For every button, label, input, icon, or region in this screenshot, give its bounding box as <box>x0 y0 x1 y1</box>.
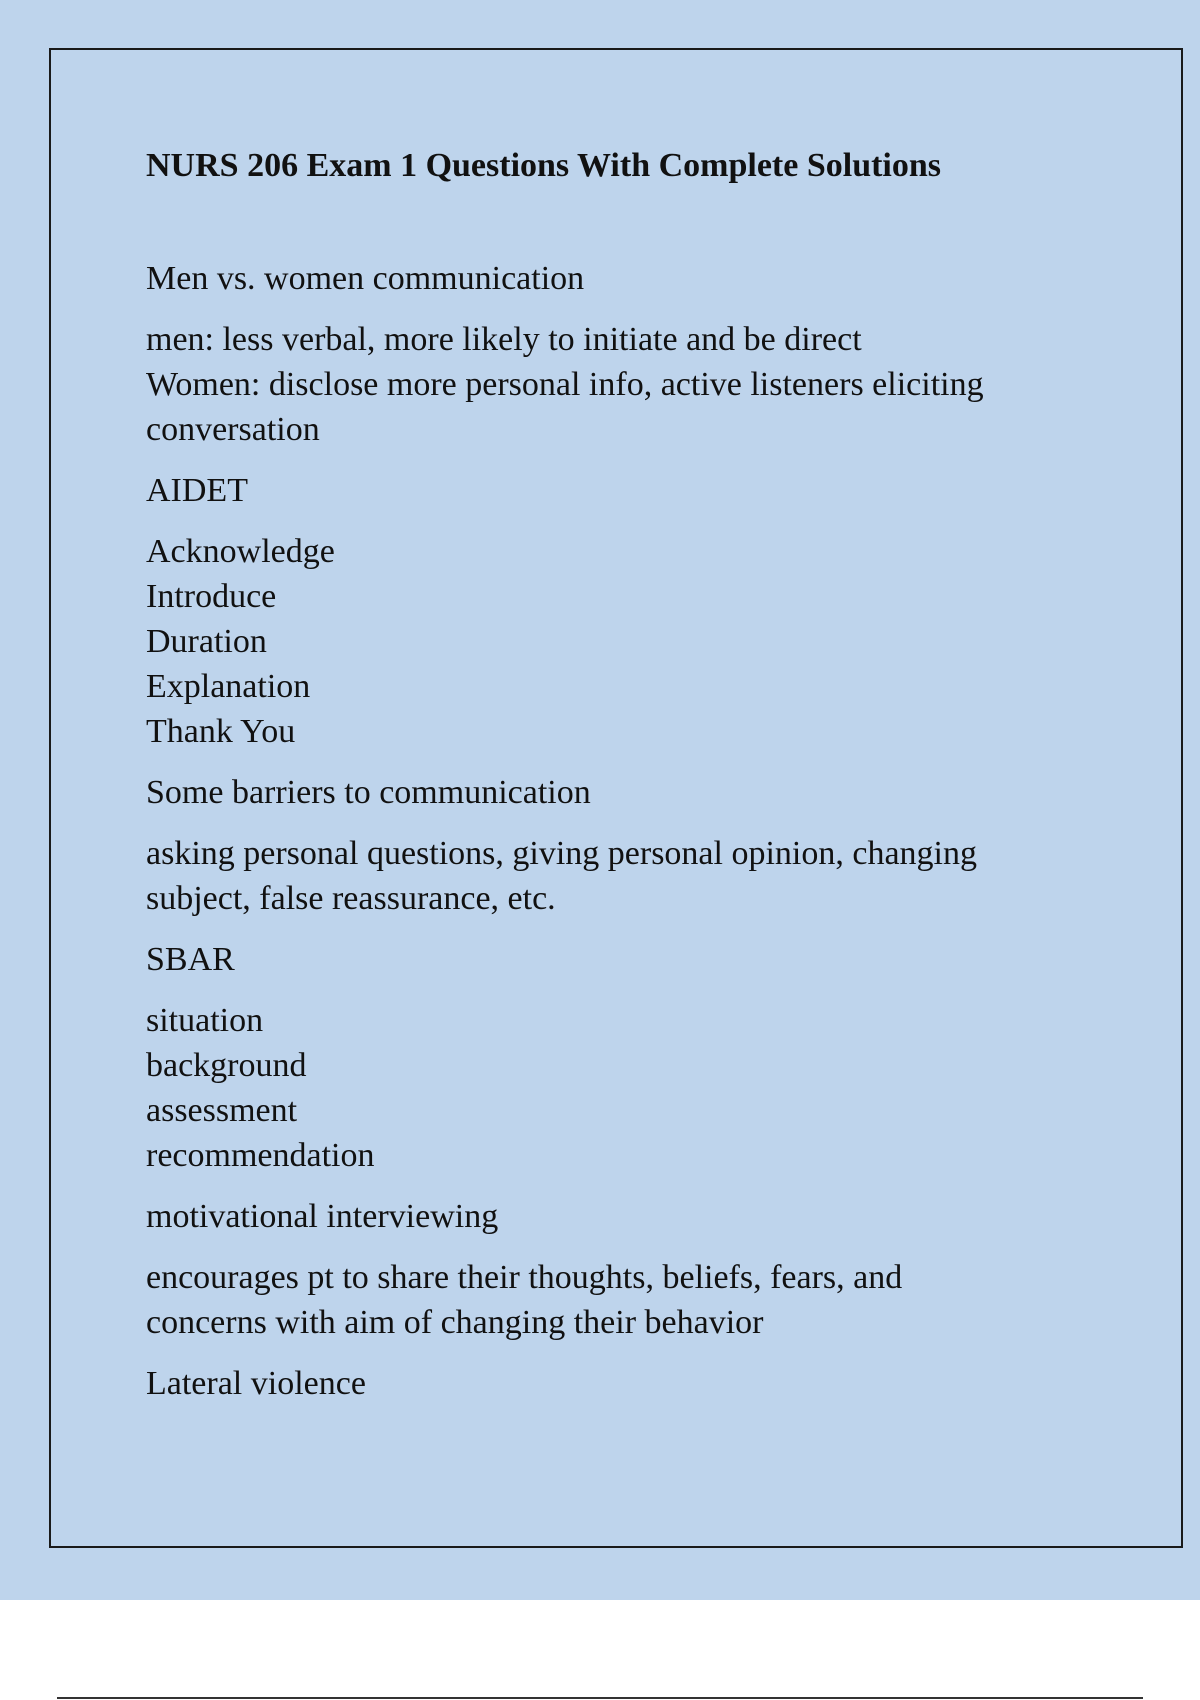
flashcard-motivational-interviewing <box>146 1194 1106 1345</box>
card-definition-line: background <box>146 1047 307 1084</box>
card-definition-line: subject, false reassurance, etc. <box>146 880 556 917</box>
card-definition-line: asking personal questions, giving personal opinion, changing <box>146 835 977 872</box>
card-term: Lateral violence <box>146 1365 366 1402</box>
flashcard-aidet <box>146 468 1106 754</box>
flashcard-sbar <box>146 937 1106 1178</box>
card-definition-line: situation <box>146 1002 264 1039</box>
card-term: Some barriers to communication <box>146 774 591 811</box>
card-term: AIDET <box>146 472 248 509</box>
card-term: Men vs. women communication <box>146 260 585 297</box>
flashcard-men-women <box>146 256 1106 452</box>
card-definition-line: men: less verbal, more likely to initiate and be direct <box>146 321 862 358</box>
footer-rule <box>57 1697 1143 1699</box>
card-definition-line: encourages pt to share their thoughts, beliefs, fears, and <box>146 1259 903 1296</box>
card-definition-line: recommendation <box>146 1137 375 1174</box>
card-term: motivational interviewing <box>146 1198 499 1235</box>
card-definition-line: Duration <box>146 623 267 660</box>
card-definition-line: Explanation <box>146 668 311 705</box>
document-title: NURS 206 Exam 1 Questions With Complete Solutions <box>146 147 942 184</box>
card-definition-line: Women: disclose more personal info, active listeners eliciting <box>146 366 984 403</box>
card-term: SBAR <box>146 941 235 978</box>
card-definition-line: assessment <box>146 1092 298 1129</box>
card-definition-line: Introduce <box>146 578 277 615</box>
card-definition-line: concerns with aim of changing their behavior <box>146 1304 764 1341</box>
card-definition-line: Thank You <box>146 713 296 750</box>
card-definition-line: Acknowledge <box>146 533 335 570</box>
document-content <box>146 138 1106 1406</box>
flashcard-barriers <box>146 770 1106 921</box>
card-definition-line: conversation <box>146 411 320 448</box>
flashcard-lateral-violence <box>146 1361 1106 1406</box>
